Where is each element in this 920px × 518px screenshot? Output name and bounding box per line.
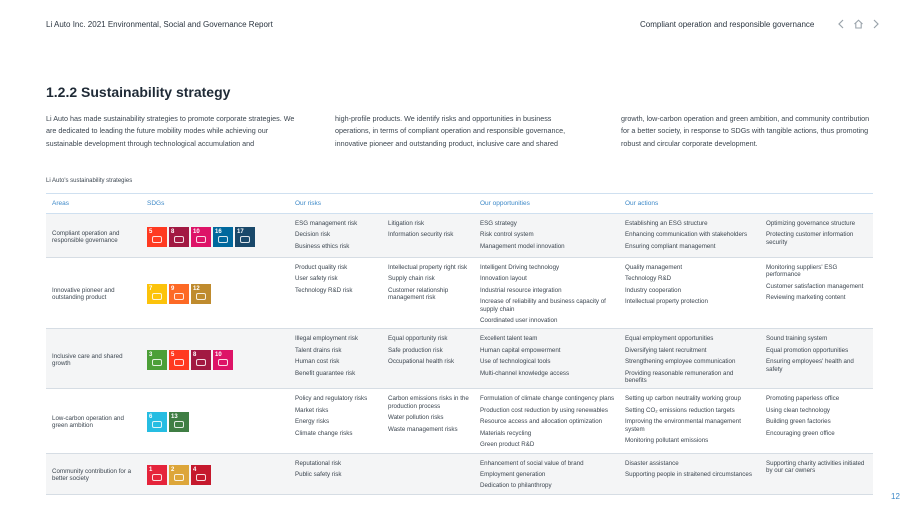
table-header-row [46, 194, 873, 214]
sdg-number: 6 [149, 413, 153, 420]
list-item: Green product R&D [480, 441, 535, 449]
risk-cell [289, 214, 382, 258]
list-item: ESG strategy [480, 220, 517, 227]
sdg-number: 12 [193, 286, 200, 293]
page-title: 1.2.2 Sustainability strategy [46, 84, 231, 100]
list-item: Technology R&D risk [295, 286, 353, 294]
list-item: Building green factories [766, 418, 831, 426]
list-item: Employment generation [480, 470, 546, 478]
sdg-number: 9 [171, 286, 175, 293]
list-item: Industry cooperation [625, 286, 682, 294]
opportunity-cell [474, 214, 619, 258]
list-item: Use of technological tools [480, 358, 551, 366]
page-navigation [836, 18, 881, 30]
list-item: Improving the environmental management system [625, 418, 741, 433]
sdg-symbol-icon [152, 421, 162, 428]
list-item: Setting up carbon neutrality working group [625, 395, 741, 403]
list-item: Using clean technology [766, 406, 830, 414]
sdg-goal-icon [191, 350, 211, 370]
strategy-table [46, 193, 873, 495]
list-item: Information security risk [388, 231, 454, 239]
sdg-symbol-icon [240, 236, 250, 243]
intro-paragraph: growth, low-carbon operation and green ambition, and community contribution for a better society, in response to SDGs with tangible actions, thus promoting robust and circular corporate development. [621, 114, 870, 148]
sdg-number: 16 [215, 228, 222, 235]
list-item: Dedication to philanthropy [480, 482, 552, 490]
sdg-cell [141, 453, 289, 494]
list-item: Technology R&D [625, 275, 672, 283]
list-item: Diversifying talent recruitment [625, 346, 707, 354]
list-item: Setting CO₂ emissions reduction targets [625, 406, 735, 414]
list-item: Customer relationship management risk [388, 286, 449, 302]
sdg-cell [141, 214, 289, 258]
sdg-number: 3 [149, 351, 153, 358]
list-item: Increase of reliability and business capacity of supply chain [480, 298, 606, 313]
report-title: Li Auto Inc. 2021 Environmental, Social and Governance Report [46, 20, 273, 29]
sdg-number: 7 [149, 286, 153, 293]
action-cell [760, 329, 873, 389]
sdg-symbol-icon [152, 474, 162, 481]
list-item: Benefit guarantee risk [295, 369, 356, 377]
list-item: Customer satisfaction management [766, 282, 864, 290]
sdg-symbol-icon [174, 293, 184, 300]
sdg-goal-icon [147, 350, 167, 370]
list-item: Intellectual property right risk [388, 264, 468, 271]
list-item: Waste management risks [388, 425, 458, 433]
sdg-cell [141, 258, 289, 329]
list-item: Materials recycling [480, 429, 532, 437]
sdg-symbol-icon [218, 359, 228, 366]
list-item: Multi-channel knowledge access [480, 369, 570, 377]
list-item: Optimizing governance structure [766, 220, 856, 227]
area-cell: Compliant operation and responsible governance [46, 214, 141, 258]
list-item: Carbon emissions risks in the production process [388, 395, 469, 410]
risk-cell [382, 214, 474, 258]
action-cell [619, 453, 760, 494]
risk-cell [382, 329, 474, 389]
list-item: Sound training system [766, 335, 828, 343]
sdg-goal-icon [169, 412, 189, 432]
list-item: Decision risk [295, 231, 331, 239]
risk-cell [289, 389, 382, 453]
home-icon[interactable] [853, 18, 864, 30]
list-item: Climate change risks [295, 429, 353, 437]
opportunity-cell [474, 389, 619, 453]
list-item: Business ethics risk [295, 242, 350, 250]
list-item: Energy risks [295, 418, 330, 426]
table-row [46, 389, 873, 453]
list-item: Enhancement of social value of brand [480, 459, 584, 467]
list-item: User safety risk [295, 275, 338, 283]
list-item: Intelligent Driving technology [480, 264, 560, 271]
sdg-symbol-icon [218, 236, 228, 243]
table-row [46, 258, 873, 329]
list-item: Formulation of climate change contingency plans [480, 395, 615, 403]
sdg-number: 10 [215, 351, 222, 358]
sdg-number: 13 [171, 413, 178, 420]
action-cell [619, 258, 760, 329]
risk-cell [382, 389, 474, 453]
sdg-symbol-icon [152, 359, 162, 366]
sdg-goal-icon [169, 465, 189, 485]
sdg-number: 4 [193, 466, 197, 473]
sdg-goal-icon [169, 227, 189, 247]
sdg-symbol-icon [174, 359, 184, 366]
list-item: Safe production risk [388, 346, 443, 354]
sdg-goal-icon [169, 350, 189, 370]
list-item: Encouraging green office [766, 429, 835, 437]
column-header-risks: Our risks [289, 194, 474, 214]
action-cell [760, 453, 873, 494]
sdg-goal-icon [147, 465, 167, 485]
area-cell: Inclusive care and shared growth [46, 329, 141, 389]
list-item: Water pollution risks [388, 414, 444, 422]
column-header-opportunities: Our opportunities [474, 194, 619, 214]
list-item: Intellectual property protection [625, 298, 708, 306]
list-item: ESG management risk [295, 220, 358, 227]
sdg-symbol-icon [196, 236, 206, 243]
list-item: Strengthening employee communication [625, 358, 736, 366]
column-header-actions: Our actions [619, 194, 873, 214]
sdg-goal-icon [147, 227, 167, 247]
table-row [46, 214, 873, 258]
list-item: Litigation risk [388, 220, 425, 227]
opportunity-cell [474, 453, 619, 494]
opportunity-cell [474, 258, 619, 329]
sdg-number: 5 [171, 351, 175, 358]
list-item: Talent drains risk [295, 346, 342, 354]
sdg-goal-icon [147, 412, 167, 432]
list-item: Ensuring employees' health and safety [766, 358, 854, 373]
table-row [46, 453, 873, 494]
list-item: Equal employment opportunities [625, 335, 714, 343]
list-item: Providing reasonable remuneration and benefits [625, 369, 734, 385]
list-item: Monitoring suppliers' ESG performance [766, 264, 838, 279]
list-item: Reviewing marketing content [766, 294, 846, 302]
section-title: Compliant operation and responsible governance [640, 20, 815, 29]
sdg-goal-icon [191, 227, 211, 247]
list-item: Human cost risk [295, 358, 340, 366]
sdg-number: 2 [171, 466, 175, 473]
sdg-symbol-icon [152, 293, 162, 300]
list-item: Reputational risk [295, 459, 342, 467]
list-item: Public safety risk [295, 470, 342, 478]
risk-cell [289, 453, 382, 494]
list-item: Equal promotion opportunities [766, 346, 849, 354]
list-item: Supporting charity activities initiated by our car owners [766, 459, 865, 474]
action-cell [619, 329, 760, 389]
sdg-goal-icon [213, 350, 233, 370]
sdg-symbol-icon [152, 236, 162, 243]
sdg-number: 17 [237, 228, 244, 235]
action-cell [619, 214, 760, 258]
list-item: Excellent talent team [480, 335, 538, 343]
sdg-symbol-icon [174, 421, 184, 428]
area-cell: Low-carbon operation and green ambition [46, 389, 141, 453]
sdg-goal-icon [191, 284, 211, 304]
column-header-areas: Areas [46, 194, 141, 214]
chevron-left-icon[interactable] [836, 18, 847, 30]
action-cell [619, 389, 760, 453]
list-item: Establishing an ESG structure [625, 220, 708, 227]
sdg-goal-icon [147, 284, 167, 304]
sdg-goal-icon [191, 465, 211, 485]
risk-cell [289, 329, 382, 389]
intro-paragraph: Li Auto has made sustainability strategies to promote corporate strategies. We are dedicated to leading the future mobility modes while achieving our sustainable development through technological accumulation and [46, 114, 295, 148]
chevron-right-icon[interactable] [870, 18, 881, 30]
list-item: Market risks [295, 406, 329, 414]
sdg-goal-icon [169, 284, 189, 304]
table-row [46, 329, 873, 389]
action-cell [760, 389, 873, 453]
list-item: Protecting customer information security [766, 231, 854, 246]
list-item: Ensuring compliant management [625, 242, 716, 250]
column-header-sdgs: SDGs [141, 194, 289, 214]
sdg-symbol-icon [196, 359, 206, 366]
intro-paragraph: high-profile products. We identify risks and opportunities in business operations, in terms of compliant operation and responsible governance, innovative pioneer and outstanding product, inclusive care and shared [335, 114, 566, 148]
sdg-goal-icon [235, 227, 255, 247]
sdg-number: 10 [193, 228, 200, 235]
list-item: Occupational health risk [388, 358, 455, 366]
page-header [0, 0, 920, 44]
action-cell [760, 258, 873, 329]
sdg-number: 5 [149, 228, 153, 235]
sdg-cell [141, 389, 289, 453]
action-cell [760, 214, 873, 258]
list-item: Quality management [625, 264, 683, 271]
risk-cell [382, 258, 474, 329]
area-cell: Innovative pioneer and outstanding product [46, 258, 141, 329]
list-item: Promoting paperless office [766, 395, 840, 403]
list-item: Product quality risk [295, 264, 348, 271]
sdg-symbol-icon [196, 474, 206, 481]
sdg-number: 8 [171, 228, 175, 235]
list-item: Policy and regulatory risks [295, 395, 368, 403]
sdg-cell [141, 329, 289, 389]
list-item: Resource access and allocation optimization [480, 418, 603, 426]
list-item: Enhancing communication with stakeholders [625, 231, 748, 239]
opportunity-cell [474, 329, 619, 389]
list-item: Coordinated user innovation [480, 317, 558, 325]
sdg-symbol-icon [174, 236, 184, 243]
list-item: Disaster assistance [625, 459, 679, 467]
list-item: Industrial resource integration [480, 286, 562, 294]
sdg-number: 8 [193, 351, 197, 358]
table-body [46, 214, 873, 495]
sdg-number: 1 [149, 466, 153, 473]
list-item: Innovation layout [480, 275, 527, 283]
risk-cell [289, 258, 382, 329]
page-number: 12 [891, 492, 900, 501]
risk-cell [382, 453, 474, 494]
table-caption: Li Auto's sustainability strategies [46, 178, 133, 184]
area-cell: Community contribution for a better society [46, 453, 141, 494]
list-item: Human capital empowerment [480, 346, 561, 354]
list-item: Illegal employment risk [295, 335, 358, 343]
list-item: Production cost reduction by using renewables [480, 406, 608, 414]
list-item: Supporting people in straitened circumstances [625, 470, 752, 478]
list-item: Equal opportunity risk [388, 335, 448, 343]
list-item: Supply chain risk [388, 275, 435, 283]
sdg-symbol-icon [174, 474, 184, 481]
sdg-symbol-icon [196, 293, 206, 300]
sdg-goal-icon [213, 227, 233, 247]
list-item: Management model innovation [480, 242, 565, 250]
list-item: Risk control system [480, 231, 534, 239]
list-item: Monitoring pollutant emissions [625, 437, 709, 445]
